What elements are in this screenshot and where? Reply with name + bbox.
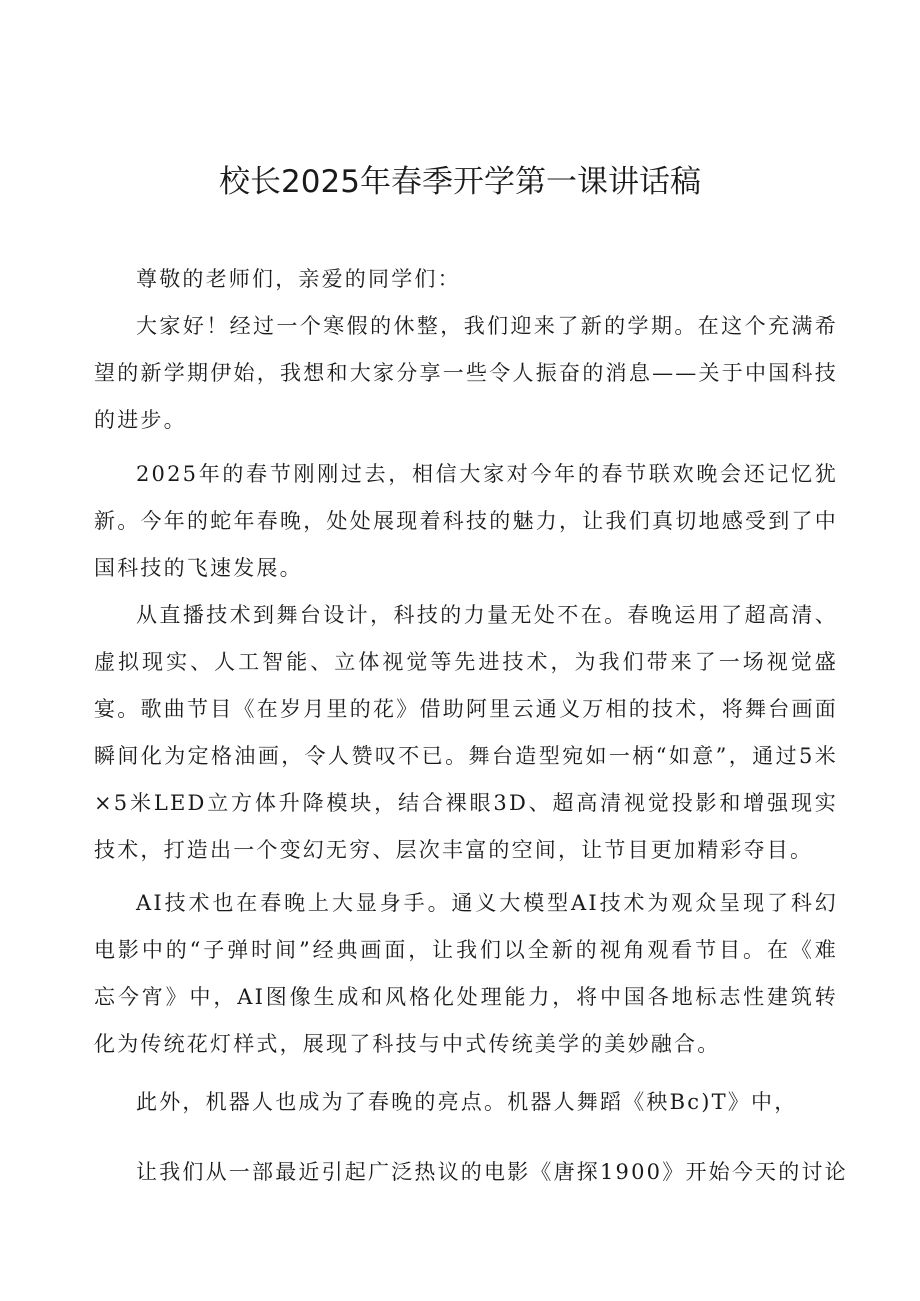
paragraph-movie: 让我们从一部最近引起广泛热议的电影《唐探1900》开始今天的讨论 [136, 1160, 848, 1184]
paragraph-ai-technology: AI技术也在春晚上大显身手。通义大模型AI技术为观众呈现了科幻电影中的“子弹时间”经典画面，让我们以全新的视角观看节目。在《难忘今宵》中，AI图像生成和风格化处理能力，将中国各地标志性建筑转化为传统花灯样式，展现了科技与中式传统美学的美妙融合。 [94, 891, 838, 1056]
paragraph-greeting: 大家好！经过一个寒假的休整，我们迎来了新的学期。在这个充满希望的新学期伊始，我想和大家分享一些令人振奋的消息——关于中国科技的进步。 [94, 314, 838, 432]
paragraph-stage-technology: 从直播技术到舞台设计，科技的力量无处不在。春晚运用了超高清、虚拟现实、人工智能、立体视觉等先进技术，为我们带来了一场视觉盛宴。歌曲节目《在岁月里的花》借助阿里云通义万相的技术，将舞台画面瞬间化为定格油画，令人赞叹不已。舞台造型宛如一柄“如意”，通过5米×5米LED立方体升降模块，结合裸眼3D、超高清视觉投影和增强现实技术，打造出一个变幻无穷、层次丰富的空间，让节目更加精彩夺目。 [94, 603, 838, 862]
paragraph-robots: 此外，机器人也成为了春晚的亮点。机器人舞蹈《秧Bc)T》中， [136, 1090, 798, 1114]
paragraph-spring-gala: 2025年的春节刚刚过去，相信大家对今年的春节联欢晚会还记忆犹新。今年的蛇年春晚，处处展现着科技的魅力，让我们真切地感受到了中国科技的飞速发展。 [94, 462, 838, 580]
document-title: 校长2025年春季开学第一课讲话稿 [219, 164, 701, 200]
salutation: 尊敬的老师们，亲爱的同学们： [136, 267, 461, 291]
